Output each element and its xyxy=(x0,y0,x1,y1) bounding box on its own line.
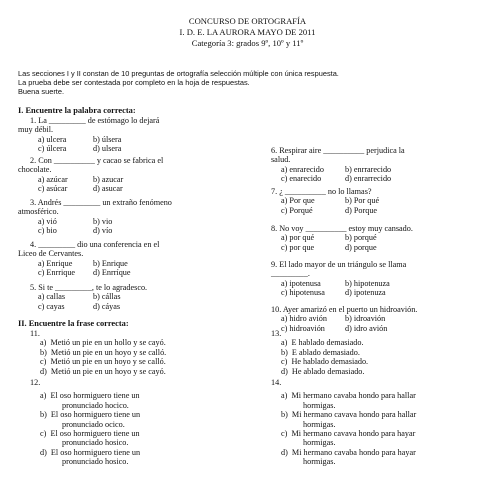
option-d: d) porque xyxy=(345,242,377,252)
question-13 xyxy=(271,329,368,376)
option-d: d) idro avión xyxy=(345,323,388,333)
option-a: a) Enrique xyxy=(38,258,73,268)
option-b: b) Por qué xyxy=(345,196,380,206)
contest-title: CONCURSO DE ORTOGRAFÍA xyxy=(188,16,307,26)
option-a: a) enrarecido xyxy=(281,164,324,174)
option-c: c) Enrrique xyxy=(38,268,76,278)
option-c-text: He hablado demasiado. xyxy=(291,357,369,367)
question-number: 14. xyxy=(271,378,282,387)
instruction-line: Buena suerte. xyxy=(18,87,65,96)
option-c: c) hidroavión xyxy=(281,323,325,333)
question-4 xyxy=(18,240,160,278)
option-d-text: El oso hormiguero tiene un xyxy=(50,447,141,457)
option-b: b) azucar xyxy=(93,174,124,184)
question-stem-cont: Liceo de Cervantes. xyxy=(18,249,84,259)
option-b: b) idroavión xyxy=(345,314,386,324)
option-d: d) Porque xyxy=(345,205,378,215)
option-c: c) bio xyxy=(38,226,57,236)
option-b: b) Mi hermano cavava hondo para hallar xyxy=(281,410,417,420)
option-d: d) cáyas xyxy=(93,301,121,311)
option-a: a) vió xyxy=(38,216,57,226)
option-a: a) E hablado demasiado. xyxy=(281,338,364,348)
question-9 xyxy=(271,260,406,298)
option-c: c) He hablado demasiado. xyxy=(281,357,369,367)
option-a: a) ipotenusa xyxy=(281,278,321,288)
question-stem: 9. El lado mayor de un triángulo se llama xyxy=(271,260,407,269)
option-c: c) Porqué xyxy=(281,205,313,215)
question-stem-cont: muy débil. xyxy=(18,125,54,135)
question-3 xyxy=(18,198,172,236)
option-d: d) El oso hormiguero tiene un xyxy=(40,447,141,457)
question-stem: 6. Respirar aire __________ perjudica la xyxy=(271,146,405,155)
question-11 xyxy=(30,329,166,376)
question-8 xyxy=(271,224,413,252)
option-c-cont: hormigas. xyxy=(303,438,336,448)
question-stem: 3. Andrés _________ un extraño fenómeno xyxy=(30,198,172,207)
question-12 xyxy=(30,378,140,467)
option-b: b) Enrique xyxy=(93,258,128,268)
question-stem: 2. Con __________ y cacao se fabrica el xyxy=(30,156,164,165)
instructions-block xyxy=(18,69,478,96)
option-b: b) enrrarecido xyxy=(345,164,392,174)
option-d: d) Enrríque xyxy=(93,268,131,278)
option-b: b) porqué xyxy=(345,233,377,243)
question-stem-cont: atmosférico. xyxy=(18,207,59,217)
question-stem: 4. _________ dio una conferencia en el xyxy=(30,240,160,249)
option-c: c) por que xyxy=(281,242,315,252)
option-d: d) ipotenuza xyxy=(345,288,386,298)
option-c: c) El oso hormiguero tiene un xyxy=(40,429,140,439)
option-d-cont: hormigas. xyxy=(303,457,336,467)
question-14 xyxy=(271,378,416,467)
question-stem: 8. No voy __________ estoy muy cansado. xyxy=(271,224,413,233)
option-a: a) hidro avión xyxy=(281,314,327,324)
option-b: b) E ablado demasiado. xyxy=(281,347,360,357)
question-number: 11. xyxy=(30,329,40,338)
option-d-text: Metió un pie en un hoyo y se cayó. xyxy=(50,366,166,376)
option-a-text: Mi hermano cavaba hondo para hallar xyxy=(291,391,416,401)
section-1-heading: I. Encuentre la palabra correcta: xyxy=(18,106,136,115)
option-b: b) El oso hormiguero tiene un xyxy=(40,410,141,420)
option-c-text: Metió un pie en un hoyo y se calló. xyxy=(50,357,166,367)
option-a-cont: pronunciado hocico. xyxy=(62,400,129,410)
option-a: a) Metió un pie en un hollo y se cayó. xyxy=(40,338,166,348)
option-b: b) hipotenuza xyxy=(345,278,390,288)
option-a: a) azúcar xyxy=(38,174,68,184)
option-c: c) úlcera xyxy=(38,144,67,154)
option-a: a) Por que xyxy=(281,196,315,206)
option-b-cont: hormigas. xyxy=(303,419,336,429)
option-a-text: Metió un pie en un hollo y se cayó. xyxy=(50,338,166,348)
option-c: c) cayas xyxy=(38,301,65,311)
option-d-text: He ablado demasiado. xyxy=(291,366,365,376)
option-d-text: Mi hermano cavaba hondo para hayar xyxy=(291,447,416,457)
section-2-heading: II. Encuentre la frase correcta: xyxy=(18,319,129,328)
option-c-text: Mi hermano cavava hondo para hayar xyxy=(291,429,416,439)
option-a: a) callas xyxy=(38,292,66,302)
question-stem: 10. Ayer amarizó en el puerto un hidroavión. xyxy=(271,305,418,314)
option-c: c) Metió un pie en un hoyo y se calló. xyxy=(40,357,166,367)
school-date: I. D. E. LA AURORA MAYO DE 2011 xyxy=(179,27,316,37)
option-b: b) vio xyxy=(93,216,113,226)
option-d: d) He ablado demasiado. xyxy=(281,366,365,376)
option-b: b) Metió un pie en un hoyo y se calló. xyxy=(40,347,167,357)
option-a-cont: hormigas. xyxy=(303,400,336,410)
option-b-text: Mi hermano cavava hondo para hallar xyxy=(291,410,417,420)
question-number: 12. xyxy=(30,378,41,387)
question-stem-cont: salud. xyxy=(271,155,291,165)
option-c: c) asúcar xyxy=(38,184,68,194)
option-b-text: E ablado demasiado. xyxy=(291,347,360,357)
option-b-text: Metió un pie en un hoyo y se calló. xyxy=(50,347,167,357)
option-c-cont: pronunciado hosico. xyxy=(62,438,129,448)
option-d: d) asucar xyxy=(93,184,123,194)
question-stem: 7. ¿ __________ no lo llamas? xyxy=(271,187,372,196)
option-d-cont: pronunciado hosico. xyxy=(62,457,129,467)
question-number: 13. xyxy=(271,329,282,338)
instruction-line: La prueba debe ser contestada por completo en la hoja de respuestas. xyxy=(18,78,250,87)
question-stem: 5. Si te _________, te lo agradesco. xyxy=(30,283,148,292)
option-c: c) enarecido xyxy=(281,174,322,184)
question-5 xyxy=(30,283,147,311)
option-b: b) úlsera xyxy=(93,134,122,144)
option-c-text: El oso hormiguero tiene un xyxy=(50,429,140,439)
option-c: c) hipotenusa xyxy=(281,288,325,298)
question-stem-cont: _________. xyxy=(271,269,310,279)
option-c: c) Mi hermano cavava hondo para hayar xyxy=(281,429,416,439)
option-b-text: El oso hormiguero tiene un xyxy=(50,410,141,420)
category-line: Categoría 3: grados 9º, 10º y 11º xyxy=(191,38,304,48)
option-d: d) Metió un pie en un hoyo y se cayó. xyxy=(40,366,166,376)
option-d: d) Mi hermano cavaba hondo para hayar xyxy=(281,447,416,457)
question-stem-cont: chocolate. xyxy=(18,165,52,175)
option-a: a) El oso hormiguero tiene un xyxy=(40,391,140,401)
question-7 xyxy=(271,187,379,215)
option-b: b) cállas xyxy=(93,292,121,302)
option-a: a) Mi hermano cavaba hondo para hallar xyxy=(281,391,416,401)
question-6 xyxy=(271,146,405,184)
question-1 xyxy=(18,116,160,154)
option-d: d) vío xyxy=(93,226,113,236)
option-a: a) por qué xyxy=(281,233,315,243)
option-a-text: E hablado demasiado. xyxy=(291,338,364,348)
option-b-cont: pronunciado ocico. xyxy=(62,419,125,429)
option-d: d) ulsera xyxy=(93,144,122,154)
question-stem: 1. La _________ de estómago lo dejará xyxy=(30,116,160,125)
option-a-text: El oso hormiguero tiene un xyxy=(50,391,140,401)
instruction-line: Las secciones I y II constan de 10 preguntas de ortografía selección múltiple con única respuesta. xyxy=(18,69,339,78)
option-d: d) enrarrecido xyxy=(345,174,392,184)
option-a: a) ulcera xyxy=(38,134,67,144)
question-2 xyxy=(18,156,164,194)
